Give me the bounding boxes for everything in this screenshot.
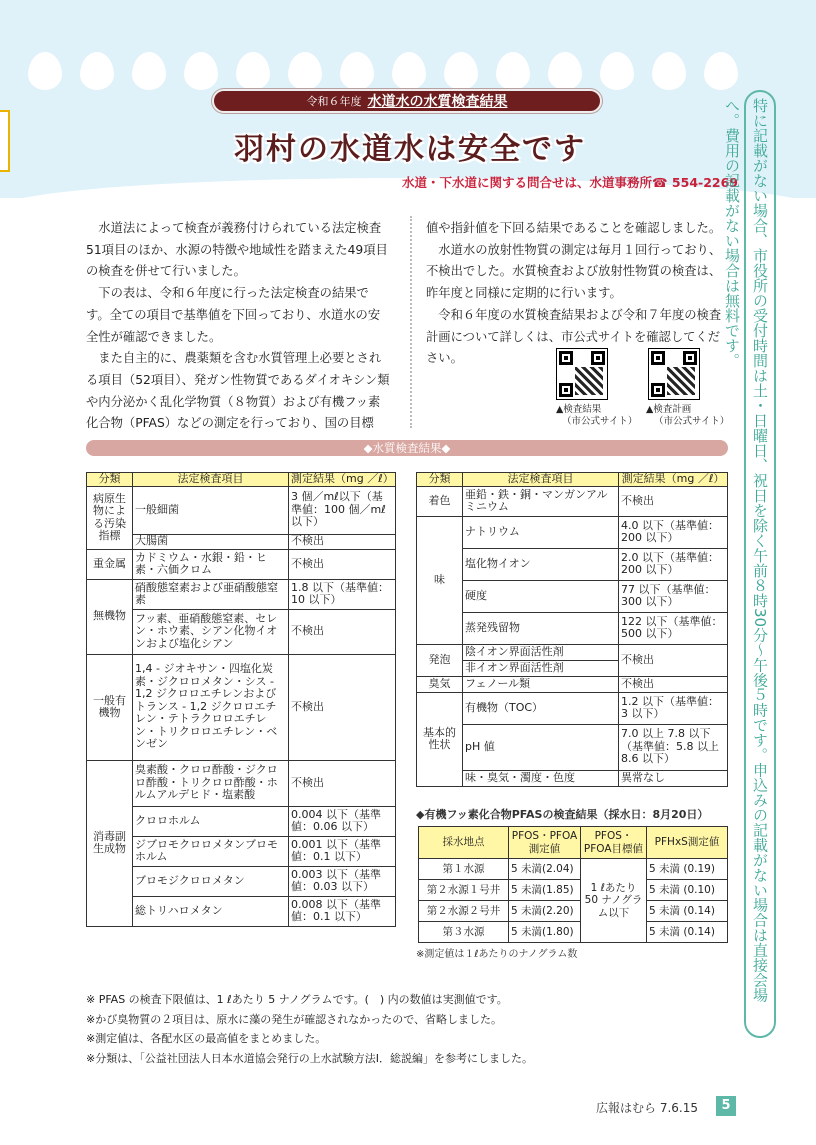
table-row	[87, 806, 396, 836]
section-heading-bar: ◆水質検査結果◆	[86, 440, 728, 456]
table-row	[417, 548, 728, 580]
table-result: 不検出	[289, 549, 396, 579]
table-category: 一般有機物	[87, 654, 133, 760]
table-result: 異常なし	[619, 770, 728, 786]
pfas-pfhxs: 5 未満 (0.14)	[647, 901, 728, 922]
page-title: 羽村の水道水は安全です	[234, 132, 586, 167]
kicker-topic: 水道水の水質検査結果	[367, 94, 508, 110]
pfas-pfhxs: 5 未満 (0.14)	[647, 922, 728, 943]
table-result: 1.2 以下（基準値：3 以下）	[619, 692, 728, 724]
pfas-site: 第１水源	[419, 859, 509, 880]
water-drop-icon	[444, 52, 478, 90]
left-marker	[0, 110, 10, 172]
table-row	[417, 580, 728, 612]
table-row	[87, 534, 396, 549]
table-row	[417, 676, 728, 692]
table-result: 3 個／mℓ以下（基準値：100 個／mℓ以下）	[289, 486, 396, 534]
table-category: 発泡	[417, 644, 463, 676]
table-item: カドミウム・水銀・鉛・ヒ素・六価クロム	[133, 549, 289, 579]
table-result: 不検出	[619, 676, 728, 692]
qr-caption-line: ▲検査計画	[646, 404, 692, 415]
table-result: 0.001 以下（基準値：0.1 以下）	[289, 836, 396, 866]
table-result: 0.003 以下（基準値：0.03 以下）	[289, 866, 396, 896]
column-divider	[410, 216, 412, 428]
pfas-pfhxs: 5 未満 (0.19)	[647, 859, 728, 880]
water-drop-icon	[288, 52, 322, 90]
table-header-cell: 分類	[417, 473, 463, 487]
qr-caption-plan	[646, 404, 729, 428]
kicker-pill	[212, 89, 602, 113]
table-row	[87, 579, 396, 609]
table-item: 味・臭気・濁度・色度	[463, 770, 619, 786]
water-drop-icon	[548, 52, 582, 90]
body-paragraph: また自主的に、農薬類を含む水質管理上必要とされる項目（52項目）、発ガン性物質であるダイオキシン類や内分泌かく乱化学物質（８物質）および有機フッ素化合物（PFAS）などの測定を行っており、国の目標	[86, 351, 390, 431]
body-paragraph: 水道法によって検査が義務付けられている法定検査51項目のほか、水源の特徴や地域性を踏まえた49項目の検査を併せて行いました。	[86, 221, 388, 279]
table-row	[87, 486, 396, 534]
table-category: 基本的性状	[417, 692, 463, 786]
footnote: ※かび臭物質の２項目は、原水に藻の発生が確認されなかったので、省略しました。	[86, 1012, 502, 1026]
qr-code-results[interactable]	[556, 348, 608, 400]
footnotes	[86, 990, 533, 1068]
qr-caption-line: （市公式サイト）	[654, 416, 730, 427]
table-category: 着色	[417, 486, 463, 516]
table-result: 7.0 以上 7.8 以下（基準値：5.8 以上 8.6 以下）	[619, 724, 728, 770]
table-result: 不検出	[289, 534, 396, 549]
pfas-header-cell: PFHxS測定値	[647, 827, 728, 859]
table-result: 77 以下（基準値：300 以下）	[619, 580, 728, 612]
pfas-site: 第３水源	[419, 922, 509, 943]
qr-caption-line: ▲検査結果	[556, 404, 602, 415]
table-result: 不検出	[289, 760, 396, 806]
water-drop-icon	[392, 52, 426, 90]
table-item: 有機物（TOC）	[463, 692, 619, 724]
table-item: ジブロモクロロメタンブロモホルム	[133, 836, 289, 866]
table-right	[416, 472, 728, 787]
table-row	[417, 692, 728, 724]
water-drop-icon	[28, 52, 62, 90]
table-result: 不検出	[289, 654, 396, 760]
table-item: 非イオン界面活性剤	[463, 660, 619, 676]
page-number: 5	[716, 1096, 736, 1116]
table-result: 2.0 以下（基準値：200 以下）	[619, 548, 728, 580]
qr-caption-line: （市公式サイト）	[562, 416, 638, 427]
table-row	[87, 760, 396, 806]
table-header-cell: 法定検査項目	[133, 473, 289, 487]
table-category: 消毒副生成物	[87, 760, 133, 926]
table-item: 亜鉛・鉄・銅・マンガンアルミニウム	[463, 486, 619, 516]
table-result: 不検出	[619, 486, 728, 516]
side-notice: 特に記載がない場合、市役所の受付時間は土・日曜日、祝日を除く午前８時30分～午後５時です。申込みの記載がない場合は直接会場へ。費用の記載がない場合は無料です。	[744, 90, 776, 1038]
table-row	[87, 549, 396, 579]
table-row	[417, 770, 728, 786]
table-row	[419, 880, 728, 901]
table-row	[417, 724, 728, 770]
table-item: ブロモジクロロメタン	[133, 866, 289, 896]
table-row	[87, 896, 396, 926]
water-drop-icon	[340, 52, 374, 90]
body-paragraph: 値や指針値を下回る結果であることを確認しました。	[426, 221, 722, 235]
pfas-pfos: 5 未満(1.85)	[509, 880, 581, 901]
water-drop-icon	[184, 52, 218, 90]
pfas-site: 第２水源１号井	[419, 880, 509, 901]
table-item: ナトリウム	[463, 516, 619, 548]
table-row	[87, 866, 396, 896]
table-category: 臭気	[417, 676, 463, 692]
pfas-pfhxs: 5 未満 (0.10)	[647, 880, 728, 901]
table-header-cell: 法定検査項目	[463, 473, 619, 487]
pfas-pfos: 5 未満(2.20)	[509, 901, 581, 922]
water-drop-icon	[132, 52, 166, 90]
table-item: 硝酸態窒素および亜硝酸態窒素	[133, 579, 289, 609]
table-row	[417, 516, 728, 548]
table-item: クロロホルム	[133, 806, 289, 836]
table-result: 0.008 以下（基準値：0.1 以下）	[289, 896, 396, 926]
pfas-table	[418, 826, 728, 943]
table-item: 1,4 - ジオキサン・四塩化炭素・ジクロロメタン・シス - 1,2 ジクロロエチレンおよびトランス - 1,2 ジクロロエチレン・テトラクロロエチレン・トリクロロエチレン・ベンゼン	[133, 654, 289, 760]
contact-line: 水道・下水道に関する問合せは、水道事務所☎ 554-2269	[402, 175, 738, 190]
table-row	[87, 836, 396, 866]
pfas-header-cell: 採水地点	[419, 827, 509, 859]
table-result: 1.8 以下（基準値：10 以下）	[289, 579, 396, 609]
table-row	[419, 901, 728, 922]
table-header-cell: 測定結果（mg ／ℓ）	[289, 473, 396, 487]
table-item: pH 値	[463, 724, 619, 770]
table-result: 0.004 以下（基準値：0.06 以下）	[289, 806, 396, 836]
table-result: 122 以下（基準値：500 以下）	[619, 612, 728, 644]
table-item: 一般細菌	[133, 486, 289, 534]
qr-caption-results	[556, 404, 637, 428]
water-drop-icon	[652, 52, 686, 90]
table-item: 臭素酸・クロロ酢酸・ジクロロ酢酸・トリクロロ酢酸・ホルムアルデヒド・塩素酸	[133, 760, 289, 806]
table-left	[86, 472, 396, 927]
pfas-header-cell: PFOS・PFOA目標値	[581, 827, 647, 859]
table-item: 蒸発残留物	[463, 612, 619, 644]
body-paragraph: 水道水の放射性物質の測定は毎月１回行っており、不検出でした。水質検査および放射性物質の検査は、昨年度と同様に定期的に行います。	[426, 242, 722, 301]
footnote: ※ PFAS の検査下限値は、1 ℓあたり 5 ナノグラムです。( ) 内の数値は実測値です。	[86, 993, 508, 1006]
table-category: 味	[417, 516, 463, 644]
table-result: 不検出	[619, 644, 728, 676]
table-category: 重金属	[87, 549, 133, 579]
table-result: 不検出	[289, 609, 396, 654]
water-drop-icon	[704, 52, 738, 90]
water-drop-icon	[496, 52, 530, 90]
kicker-year: 令和６年度	[306, 95, 362, 108]
table-item: フェノール類	[463, 676, 619, 692]
table-item: フッ素、亜硝酸態窒素、セレン・ホウ素、シアン化物イオンおよび塩化シアン	[133, 609, 289, 654]
table-row	[417, 644, 728, 660]
table-row	[419, 859, 728, 880]
pfas-note: ※測定値は１ℓあたりのナノグラム数	[416, 949, 578, 960]
water-drop-icon	[80, 52, 114, 90]
pfas-title: ◆有機フッ素化合物PFASの検査結果（採水日：8月20日）	[416, 808, 709, 821]
water-drop-icon	[600, 52, 634, 90]
table-row	[419, 922, 728, 943]
table-item: 総トリハロメタン	[133, 896, 289, 926]
table-header-cell: 測定結果（mg ／ℓ）	[619, 473, 728, 487]
table-item: 硬度	[463, 580, 619, 612]
pfas-pfos: 5 未満(2.04)	[509, 859, 581, 880]
pfas-header-cell: PFOS・PFOA測定値	[509, 827, 581, 859]
footnote: ※測定値は、各配水区の最高値をまとめました。	[86, 1032, 327, 1046]
body-paragraph: 令和６年度の水質検査結果および令和７年度の検査計画について詳しくは、市公式サイトを確認してください。	[426, 307, 722, 366]
table-header-cell: 分類	[87, 473, 133, 487]
footnote: ※分類は、「公益社団法人日本水道協会発行の上水試験方法Ⅰ．総説編」を参考にしました。	[86, 1051, 533, 1065]
table-row	[87, 654, 396, 760]
body-paragraph: 下の表は、令和６年度に行った法定検査の結果です。全ての項目で基準値を下回っており、水道水の安全性が確認できました。	[86, 286, 381, 344]
water-drop-icon	[236, 52, 270, 90]
pfas-target: 1 ℓあたり 50 ナノグラム以下	[581, 859, 647, 943]
qr-code-plan[interactable]	[648, 348, 700, 400]
table-row	[87, 609, 396, 654]
table-item: 大腸菌	[133, 534, 289, 549]
table-result: 4.0 以下（基準値：200 以下）	[619, 516, 728, 548]
table-category: 無機物	[87, 579, 133, 654]
publication-name: 広報はむら 7.6.15	[596, 1101, 698, 1115]
table-category: 病原生物による汚染指標	[87, 486, 133, 549]
table-item: 陰イオン界面活性剤	[463, 644, 619, 660]
table-item: 塩化物イオン	[463, 548, 619, 580]
table-row	[417, 486, 728, 516]
pfas-site: 第２水源２号井	[419, 901, 509, 922]
body-left-column	[86, 218, 392, 435]
table-row	[417, 612, 728, 644]
pfas-pfos: 5 未満(1.80)	[509, 922, 581, 943]
